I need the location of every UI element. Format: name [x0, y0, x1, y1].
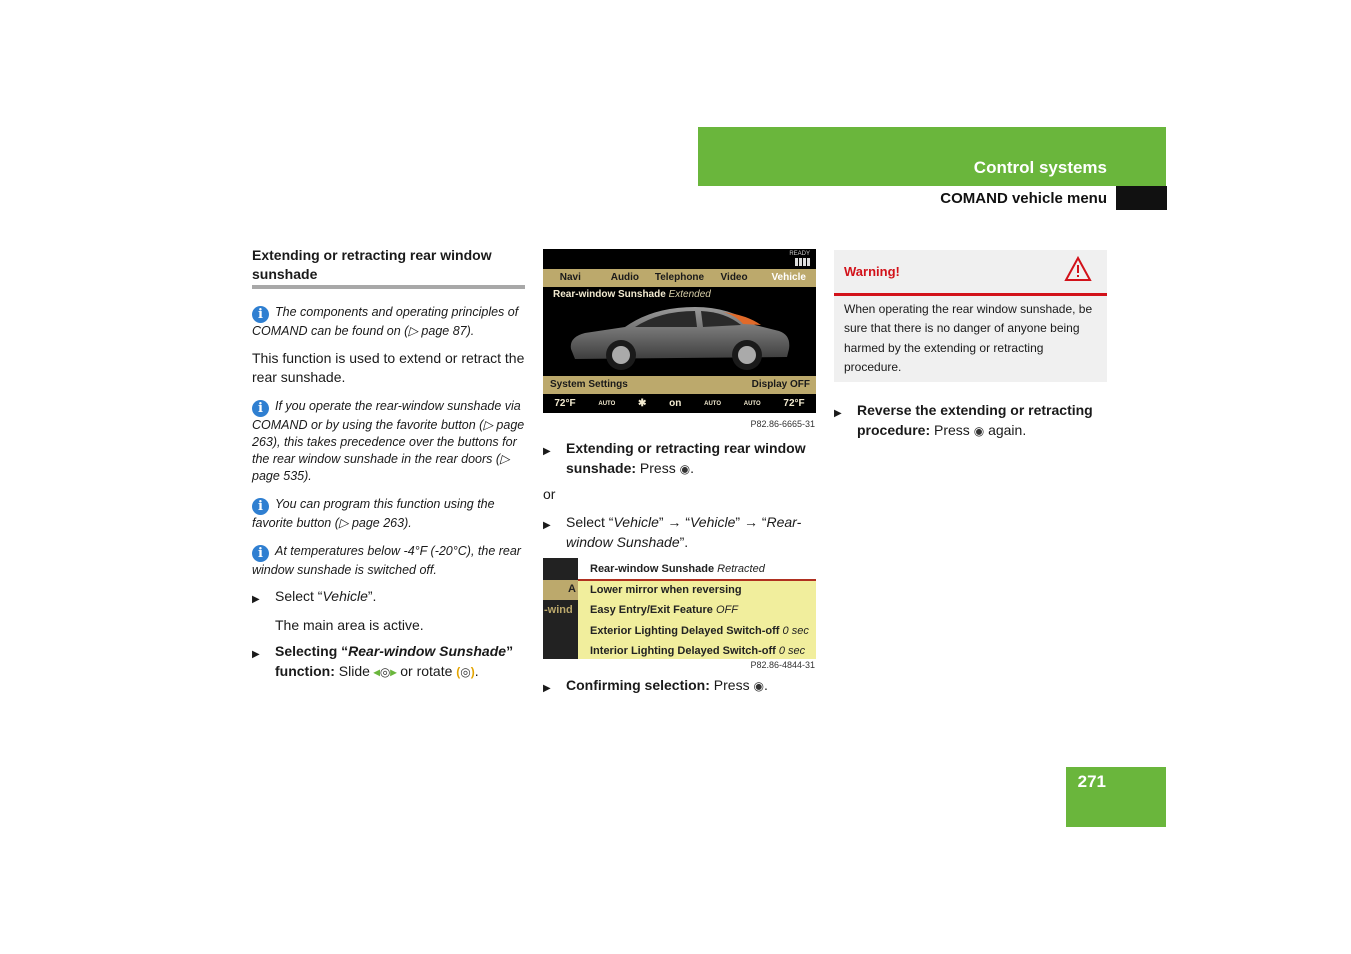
page-number: 271: [1077, 772, 1106, 791]
menu-item-lower-mirror[interactable]: Lower mirror when reversing: [590, 584, 742, 596]
step-select-vehicle: ▶ Select “Vehicle”. The main area is active.: [252, 587, 525, 635]
press-controller-icon: ◉: [973, 423, 985, 438]
section-subtitle: COMAND vehicle menu: [940, 190, 1107, 207]
screen-heading: Rear-window Sunshade Extended: [553, 289, 711, 300]
info-icon: i: [252, 545, 269, 562]
or-separator: or: [543, 486, 556, 502]
bullet-triangle-icon: ▶: [252, 594, 260, 605]
step-select-path: ▶ Select “Vehicle” → “Vehicle” → “Rear-window Sunshade”.: [543, 514, 802, 550]
step-result: The main area is active.: [275, 616, 424, 633]
bullet-triangle-icon: ▶: [543, 520, 551, 531]
warning-divider: [834, 293, 1107, 296]
comand-screen-menu: A -wind Rear-window Sunshade Retracted Lower mirror when reversing Easy Entry/Exit Feature OFF Exterior Lighting Delayed Switch-off 0 sec Interior Lighting Delayed Switch-off 0 sec: [543, 558, 816, 659]
comand-screen-vehicle: [543, 249, 816, 413]
fan-icon: ✱: [638, 398, 647, 409]
warning-title: Warning!: [844, 264, 900, 279]
press-controller-icon: ◉: [753, 679, 764, 693]
header-marker: [1116, 186, 1167, 210]
screen-tab-bar: [543, 269, 816, 287]
figure-caption-2: P82.86-4844-31: [700, 660, 815, 670]
display-off-button[interactable]: Display OFF: [751, 379, 810, 390]
press-controller-icon: ◉: [679, 461, 691, 476]
car-illustration: [565, 301, 795, 373]
step-extend-retract: ▶ Extending or retracting rear window sunshade: Press ◉.: [543, 439, 823, 479]
temp-left: 72°F: [554, 398, 576, 409]
warning-text: When operating the rear window sunshade, be sure that there is no danger of anyone being harmed by the extending or retracting procedure.: [844, 302, 1093, 374]
tab-telephone[interactable]: Telephone: [654, 272, 705, 283]
menu-item-exterior-lighting[interactable]: Exterior Lighting Delayed Switch-off 0 sec: [590, 625, 809, 637]
step-reverse: ▶ Reverse the extending or retracting procedure: Press ◉ again.: [834, 401, 1114, 441]
menu-item-easy-entry[interactable]: Easy Entry/Exit Feature OFF: [590, 604, 738, 616]
climate-bar: [543, 394, 816, 413]
temp-right: 72°F: [783, 398, 805, 409]
menu-item-rear-window-sunshade[interactable]: Rear-window Sunshade Retracted: [590, 563, 765, 575]
info-icon: i: [252, 306, 269, 323]
info-note-3: i You can program this function using the favorite button (▷ page 263).: [252, 497, 495, 530]
info-icon: i: [252, 400, 269, 417]
menu-item-interior-lighting[interactable]: Interior Lighting Delayed Switch-off 0 sec: [590, 645, 806, 657]
auto-right: AUTO: [743, 400, 761, 407]
screen-status-bar: [543, 376, 816, 394]
info-note-1: i The components and operating principles of COMAND can be found on (▷ page 87).: [252, 305, 519, 338]
status-indicator: READY: [789, 251, 810, 266]
rotate-controller-icon: (◎): [456, 664, 475, 679]
info-icon: i: [252, 498, 269, 515]
climate-on: on: [669, 398, 682, 409]
bullet-triangle-icon: ▶: [543, 446, 551, 457]
bullet-triangle-icon: ▶: [252, 649, 260, 660]
chapter-title: Control systems: [973, 158, 1107, 177]
step-select-function: ▶ Selecting “Rear-window Sunshade” function: Slide ◂◎▸ or rotate (◎).: [252, 642, 532, 682]
bullet-triangle-icon: ▶: [834, 408, 842, 419]
system-settings-button[interactable]: System Settings: [550, 379, 628, 390]
tab-video[interactable]: Video: [720, 272, 748, 283]
intro-paragraph: This function is used to extend or retract the rear sunshade.: [252, 350, 525, 385]
slide-controller-icon: ◂◎▸: [373, 664, 397, 679]
section-divider: [252, 285, 525, 289]
tab-audio[interactable]: Audio: [610, 272, 640, 283]
info-note-2: i If you operate the rear-window sunshade via COMAND or by using the favorite button (▷ page 263), this takes precedence over the buttons for the rear window sunshade in the rear doors (▷ page 535).: [252, 399, 525, 483]
step-confirm: ▶ Confirming selection: Press ◉.: [543, 676, 823, 697]
warning-triangle-icon: [1064, 256, 1092, 282]
bullet-triangle-icon: ▶: [543, 683, 551, 694]
tab-vehicle[interactable]: Vehicle: [771, 272, 806, 283]
figure-caption-1: P82.86-6665-31: [750, 419, 815, 429]
section-heading: Extending or retracting rear window sunshade: [252, 247, 492, 282]
tab-navi[interactable]: Navi: [559, 272, 581, 283]
auto-mid: AUTO: [704, 400, 721, 407]
info-note-4: i At temperatures below -4°F (-20°C), the rear window sunshade is switched off.: [252, 544, 521, 577]
auto-left: AUTO: [598, 400, 616, 407]
